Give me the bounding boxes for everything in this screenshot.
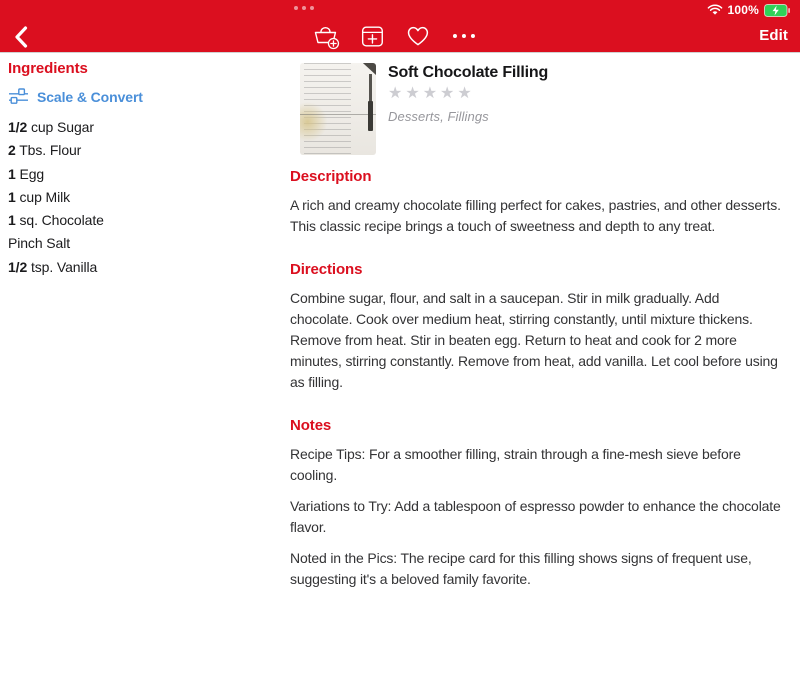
recipe-detail-panel <box>290 60 784 590</box>
description-section <box>290 168 784 237</box>
navigation-bar <box>0 20 800 52</box>
ingredients-heading: Ingredients <box>8 60 88 77</box>
status-bar <box>0 0 800 20</box>
recipe-header <box>290 60 784 155</box>
calendar-add-icon <box>360 25 383 48</box>
scale-convert-label: Scale & Convert <box>37 88 143 105</box>
description-text: A rich and creamy chocolate filling perfect for cakes, pastries, and other desserts. This classic recipe brings a touch of sweetness and depth to any treat. <box>290 197 781 234</box>
wifi-icon <box>707 4 723 16</box>
ingredient-item[interactable] <box>8 186 280 209</box>
ingredient-qty: 2 <box>8 142 16 159</box>
ellipsis-icon <box>451 32 477 40</box>
grocery-basket-add-icon <box>311 23 341 50</box>
directions-section <box>290 261 784 393</box>
ingredient-text: tsp. Vanilla <box>30 258 98 275</box>
edit-button[interactable]: Edit <box>759 27 788 44</box>
favorite-button[interactable] <box>403 21 433 51</box>
ingredient-text: Tbs. Flour <box>19 142 82 159</box>
notes-text: Noted in the Pics: The recipe card for this filling shows signs of frequent use, suggesting it's a beloved family favorite. <box>290 550 752 587</box>
ingredient-qty: 1 <box>8 212 16 229</box>
ingredient-item[interactable] <box>8 209 280 232</box>
directions-heading: Directions <box>290 261 363 278</box>
battery-charging-icon <box>764 4 790 17</box>
recipe-title: Soft Chocolate Filling <box>388 64 549 81</box>
ingredient-qty: 1 <box>8 165 16 182</box>
ingredient-item[interactable] <box>8 139 280 162</box>
heart-icon <box>406 25 430 47</box>
recipe-photo[interactable] <box>300 63 376 155</box>
ingredient-item[interactable] <box>8 116 280 139</box>
ingredient-text: cup Milk <box>19 188 71 205</box>
directions-text: Combine sugar, flour, and salt in a saucepan. Stir in milk gradually. Add chocolate. Cook over medium heat, stirring constantly, until mixture thickens. Remove from heat. Stir in beaten egg. Return to heat and cook for 2 more minutes, stirring constantly. Remove from heat, add vanilla. Let cool before using as filling. <box>290 290 778 390</box>
ingredient-item[interactable] <box>8 163 280 186</box>
sliders-icon <box>8 88 29 105</box>
scale-convert-button[interactable] <box>8 88 280 105</box>
notes-section <box>290 417 784 590</box>
ingredient-text: Pinch Salt <box>8 235 71 252</box>
ingredient-item[interactable] <box>8 232 280 255</box>
ingredient-qty: 1/2 <box>8 258 28 275</box>
notes-heading: Notes <box>290 417 332 434</box>
ingredient-qty: 1 <box>8 188 16 205</box>
add-to-meal-planner-button[interactable] <box>357 21 387 51</box>
ingredient-text: cup Sugar <box>30 119 94 135</box>
ingredient-qty: 1/2 <box>8 119 28 135</box>
app-header <box>0 0 800 52</box>
notes-text: Recipe Tips: For a smoother filling, strain through a fine-mesh sieve before cooling. <box>290 446 741 483</box>
description-heading: Description <box>290 168 372 185</box>
recipe-categories: Desserts, Fillings <box>388 109 489 124</box>
notes-text: Variations to Try: Add a tablespoon of espresso powder to enhance the chocolate flavor. <box>290 498 781 535</box>
ingredients-panel <box>8 60 280 279</box>
rating-stars[interactable]: ★★★★★ <box>388 85 475 102</box>
ingredient-text: Egg <box>19 165 45 182</box>
ingredients-list <box>8 116 280 279</box>
add-to-grocery-list-button[interactable] <box>311 21 341 51</box>
back-button[interactable] <box>8 24 34 50</box>
ingredient-item[interactable] <box>8 256 280 279</box>
multitasking-handle-icon[interactable] <box>294 6 314 10</box>
battery-percent-label: 100% <box>727 3 759 17</box>
ingredient-text: sq. Chocolate <box>19 212 104 229</box>
more-options-button[interactable] <box>449 21 479 51</box>
